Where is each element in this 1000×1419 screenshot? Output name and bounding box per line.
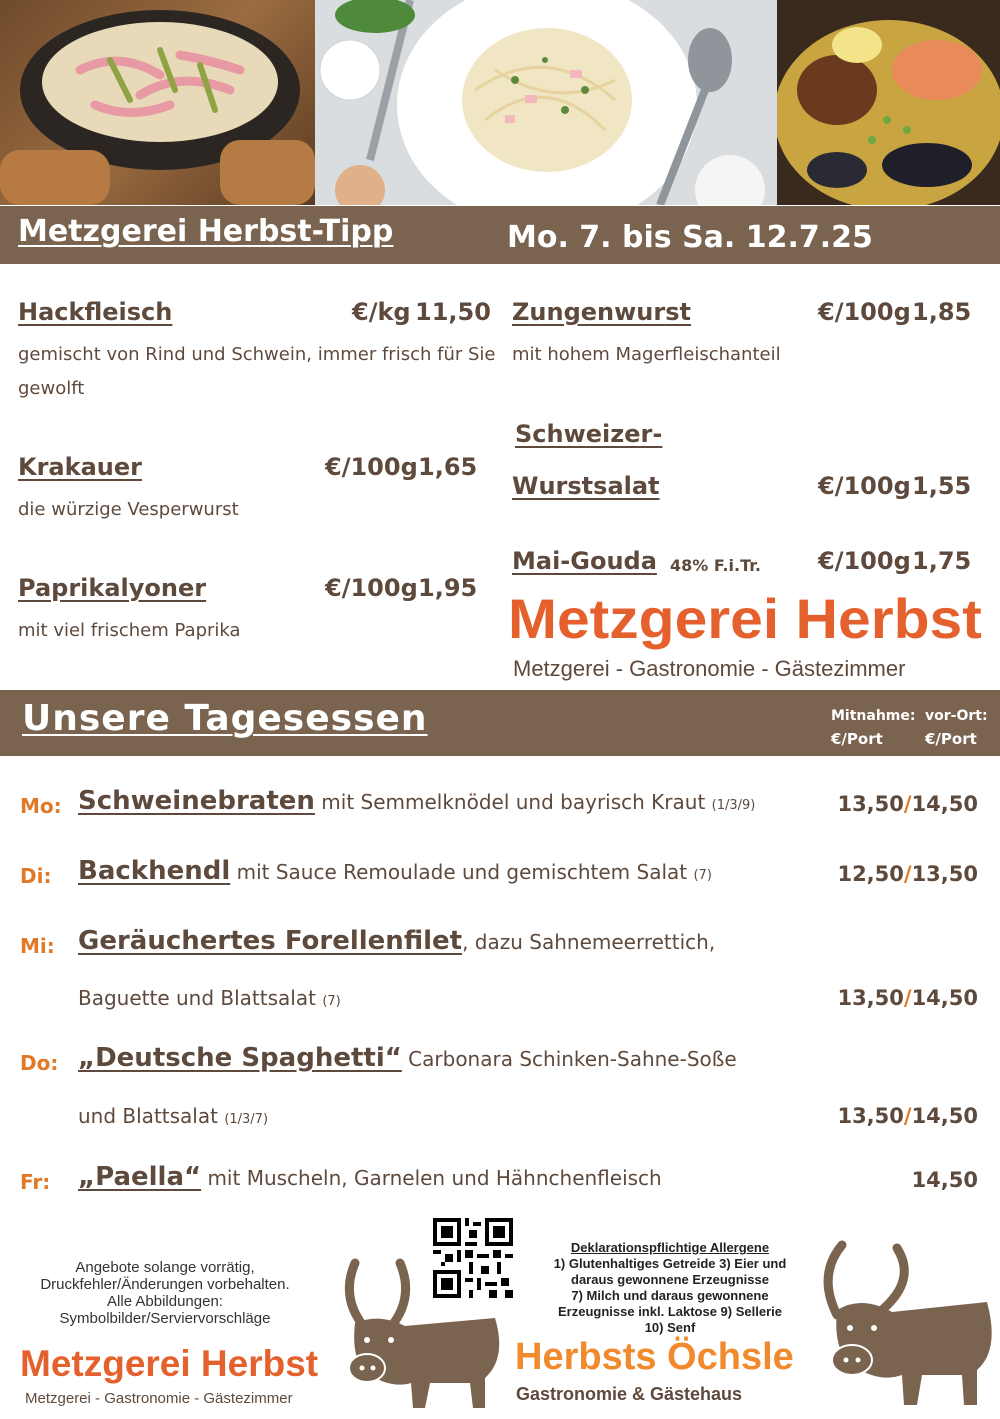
offer-unit: €/100g <box>818 547 911 575</box>
allergen-line: Erzeugnisse inkl. Laktose 9) Sellerie <box>558 1304 782 1319</box>
dish-price <box>837 986 978 1010</box>
price-takeaway: 13,50 <box>837 792 904 816</box>
dish-price <box>837 1104 978 1128</box>
qr-code[interactable] <box>433 1218 513 1298</box>
footer-brand-tagline: Metzgerei - Gastronomie - Gästezimmer <box>25 1390 293 1407</box>
menu-title: Unsere Tagesessen <box>22 698 428 739</box>
dish-name: „Paella“ <box>78 1162 202 1192</box>
dish-line-2 <box>78 1104 268 1128</box>
dish-line-2 <box>78 986 341 1010</box>
dish-desc: mit Semmelknödel und bayrisch Kraut <box>314 790 706 814</box>
price-takeaway: 13,50 <box>837 1104 904 1128</box>
offer-price: 1,65 <box>418 453 478 481</box>
dish-name: Geräuchertes Forellenfilet <box>78 926 463 956</box>
offer-unit: €/100g <box>325 453 418 481</box>
price-separator: / <box>903 792 912 816</box>
offer-price: 1,75 <box>912 547 972 575</box>
col-onsite-label: vor-Ort: <box>925 708 988 724</box>
oechsle-logo-text: Herbsts Öchsle <box>515 1336 794 1378</box>
dish-desc-2: und Blattsalat <box>78 1104 218 1128</box>
day-label: Di: <box>20 864 52 888</box>
dish-allergens: (7) <box>693 868 712 883</box>
price-onsite: 14,50 <box>911 792 978 816</box>
offer-desc: die würzige Vesperwurst <box>18 499 239 520</box>
dish-price <box>837 862 978 886</box>
price-takeaway: 12,50 <box>837 862 904 886</box>
ox-logo-icon <box>822 1240 1000 1410</box>
dish-desc: Carbonara Schinken-Sahne-Soße <box>401 1047 737 1071</box>
price-separator: / <box>903 862 912 886</box>
offer-name: Krakauer <box>18 453 142 481</box>
dish-allergens: (1/3/7) <box>224 1112 269 1127</box>
brand-tagline: Metzgerei - Gastronomie - Gästezimmer <box>513 656 906 681</box>
disclaimer-line: Angebote solange vorrätig, <box>75 1259 255 1276</box>
day-label: Mi: <box>20 934 55 958</box>
offers-dates: Mo. 7. bis Sa. 12.7.25 <box>507 220 873 255</box>
disclaimer-line: Alle Abbildungen: <box>107 1293 223 1310</box>
dish-name: Backhendl <box>78 856 231 886</box>
offer-desc: mit hohem Magerfleischanteil <box>512 344 781 365</box>
day-label: Fr: <box>20 1170 51 1194</box>
dish-line <box>78 1043 737 1073</box>
offer-unit: €/100g <box>818 472 911 500</box>
offer-unit: €/100g <box>325 574 418 602</box>
disclaimer <box>15 1259 315 1327</box>
dish-name: „Deutsche Spaghetti“ <box>78 1043 402 1073</box>
offer-name-line2: Wurstsalat <box>512 472 660 500</box>
dish-line <box>78 786 755 816</box>
price-onsite: 14,50 <box>911 986 978 1010</box>
day-label: Mo: <box>20 794 62 818</box>
dish-allergens: (1/3/9) <box>711 798 756 813</box>
offer-desc: mit viel frischem Paprika <box>18 620 241 641</box>
col-onsite-unit: €/Port <box>925 730 977 748</box>
dish-price <box>837 792 978 816</box>
offer-name: Hackfleisch <box>18 298 173 326</box>
photo-wurstsalat <box>0 0 315 205</box>
dish-allergens: (7) <box>322 994 341 1009</box>
dish-desc: mit Sauce Remoulade und gemischtem Salat <box>230 860 688 884</box>
brand-logo-text: Metzgerei Herbst <box>508 587 982 650</box>
offer-name: Zungenwurst <box>512 298 691 326</box>
offer-price: 11,50 <box>415 298 491 326</box>
menu-header-bar <box>0 690 1000 756</box>
footer-brand-logo-text: Metzgerei Herbst <box>20 1343 319 1384</box>
offers-header-bar <box>0 206 1000 264</box>
dish-line <box>78 1162 662 1192</box>
offer-unit: €/kg <box>352 298 411 326</box>
price-onsite: 14,50 <box>911 1104 978 1128</box>
photo-spaghetti <box>315 0 777 205</box>
dish-desc-2: Baguette und Blattsalat <box>78 986 316 1010</box>
offer-price: 1,85 <box>912 298 972 326</box>
allergen-declaration <box>520 1240 820 1336</box>
offer-name: Paprikalyoner <box>18 574 207 602</box>
price-onsite: 13,50 <box>911 862 978 886</box>
oechsle-tagline: Gastronomie & Gästehaus <box>516 1384 743 1404</box>
col-takeaway-label: Mitnahme: <box>831 708 916 724</box>
allergen-line: 10) Senf <box>644 1320 696 1335</box>
dish-line <box>78 926 715 956</box>
photo-paella <box>777 0 1000 205</box>
offer-price: 1,95 <box>418 574 478 602</box>
offer-name: Mai-Gouda <box>512 547 657 575</box>
day-label: Do: <box>20 1051 59 1075</box>
dish-desc: mit Muscheln, Garnelen und Hähnchenfleisch <box>201 1166 662 1190</box>
price-separator: / <box>903 986 912 1010</box>
dish-name: Schweinebraten <box>78 786 315 816</box>
offer-unit: €/100g <box>818 298 911 326</box>
dish-price: 14,50 <box>911 1168 978 1192</box>
offer-desc: gemischt von Rind und Schwein, immer frisch für Sie gewolft <box>18 344 496 399</box>
disclaimer-line: Symbolbilder/Serviervorschläge <box>59 1310 271 1327</box>
allergen-line: daraus gewonnene Erzeugnisse <box>571 1272 769 1287</box>
dish-line <box>78 856 712 886</box>
offers-title: Metzgerei Herbst-Tipp <box>18 214 394 249</box>
dish-desc: , dazu Sahnemeerrettich, <box>462 930 716 954</box>
allergen-line: 1) Glutenhaltiges Getreide 3) Eier und <box>553 1256 787 1271</box>
offer-price: 1,55 <box>912 472 972 500</box>
offer-name-line1: Schweizer- <box>515 420 663 448</box>
price-takeaway: 13,50 <box>837 986 904 1010</box>
price-separator: / <box>903 1104 912 1128</box>
disclaimer-line: Druckfehler/Änderungen vorbehalten. <box>40 1276 290 1293</box>
col-takeaway-unit: €/Port <box>831 730 883 748</box>
offer-note: 48% F.i.Tr. <box>670 556 761 575</box>
allergen-line: 7) Milch und daraus gewonnene <box>571 1288 769 1303</box>
allergen-title: Deklarationspflichtige Allergene <box>570 1240 770 1255</box>
